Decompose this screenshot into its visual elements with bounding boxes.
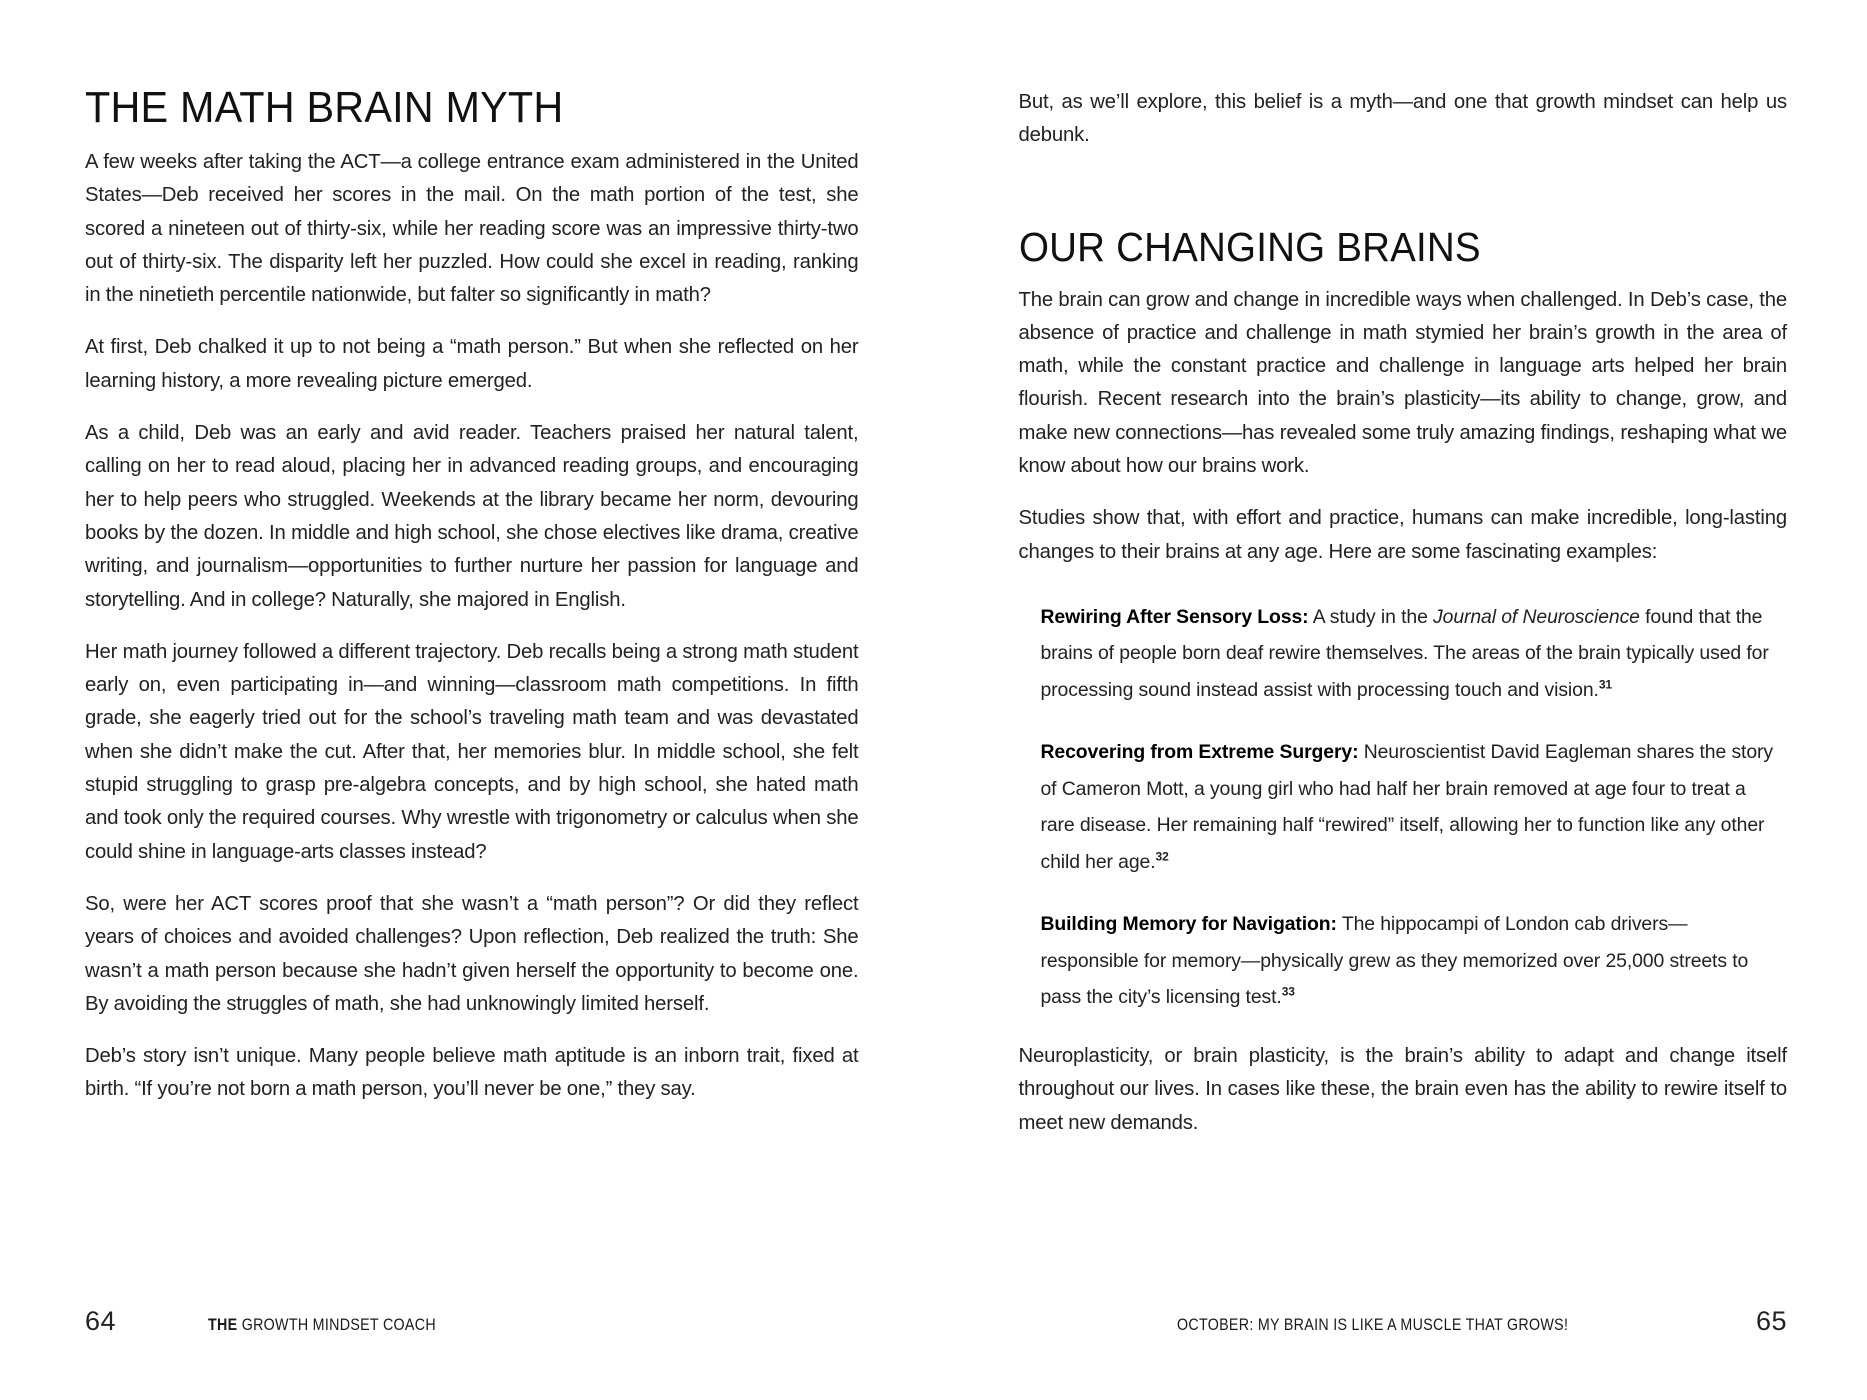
paragraph-math-journey: Her math journey followed a different trajectory. Deb recalls being a strong math student early on, even participating in—and winning—classroom math competitions. In fifth grade, she eagerly tried out for the school’s traveling math team and was devastated when she didn’t make the cut. After that, her memories blur. In middle school, she felt stupid struggling to grasp pre-algebra concepts, and by high school, she hated math and took only the required courses. Why wrestle with trigonometry or calculus when she could shine in language-arts classes instead? <box>85 640 859 863</box>
list-item-text-before: The hippocampi of London cab drivers—responsible for memory—physically grew as they memorized over 25,000 streets to pass the city’s licensing test. <box>1040 913 1749 1009</box>
paragraph-act-scores: A few weeks after taking the ACT—a college entrance exam administered in the United States—Deb received her scores in the mail. On the math portion of the test, she scored a nineteen out of thirty-six, while her reading score was an impressive thirty-two out of thirty-six. The disparity left her puzzled. How could she excel in reading, ranking in the ninetieth percentile nationwide, but falter so significantly in math? <box>85 151 859 307</box>
examples-list <box>1019 599 1788 1016</box>
right-page <box>934 0 1867 1400</box>
right-column <box>1019 86 1788 1140</box>
paragraph-neuroplasticity: Neuroplasticity, or brain plasticity, is the brain’s ability to adapt and change itself throughout our lives. In cases like these, the brain even has the ability to rewire itself to meet new demands. <box>1018 1044 1787 1134</box>
journal-title: Journal of Neuroscience <box>1433 605 1640 628</box>
page-number-left: 64 <box>85 1306 117 1336</box>
list-item-lead: Recovering from Extreme Surgery: <box>1040 741 1359 764</box>
list-item-rewiring-sensory-loss <box>1041 599 1782 709</box>
page-number-right: 65 <box>1755 1306 1787 1336</box>
list-item-text-before: Neuroscientist David Eagleman shares the story of Cameron Mott, a young girl who had half her brain removed at age four to treat a rare disease. Her remaining half “rewired” itself, allowing her to function like any other child her age. <box>1040 741 1773 873</box>
running-head-right-rest: OCTOBER: MY BRAIN IS LIKE A MUSCLE THAT GROWS! <box>1177 1316 1569 1334</box>
list-item-recovering-extreme-surgery <box>1041 734 1782 880</box>
paragraph-avid-reader: As a child, Deb was an early and avid reader. Teachers praised her natural talent, calling on her to read aloud, placing her in advanced reading groups, and encouraging her to help peers who struggled. Weekends at the library became her norm, devouring books by the dozen. In middle and high school, she chose electives like drama, creative writing, and journalism—opportunities to further nurture her passion for language and storytelling. And in college? Naturally, she majored in English. <box>85 422 859 611</box>
page-title-math-brain-myth: THE MATH BRAIN MYTH <box>85 83 564 132</box>
list-item-lead: Building Memory for Navigation: <box>1040 913 1337 936</box>
paragraph-math-person: At first, Deb chalked it up to not being a “math person.” But when she reflected on her learning history, a more revealing picture emerged. <box>85 336 859 392</box>
paragraph-inborn-trait: Deb’s story isn’t unique. Many people believe math aptitude is an inborn trait, fixed at birth. “If you’re not born a math person, you’ll never be one,” they say. <box>85 1045 859 1101</box>
page-gutter <box>933 0 934 1400</box>
paragraph-belief-myth: But, as we’ll explore, this belief is a myth—and one that growth mindset can help us debunk. <box>1018 91 1787 147</box>
page-title-our-changing-brains: OUR CHANGING BRAINS <box>1018 223 1481 270</box>
running-head-left <box>208 1316 436 1335</box>
footnote-marker-31: 31 <box>1598 677 1612 692</box>
left-page-footer <box>0 1280 934 1400</box>
paragraph-brain-grows: The brain can grow and change in incredible ways when challenged. In Deb’s case, the absence of practice and challenge in math stymied her brain’s growth in the area of math, while the constant practice and challenge in language arts helped her brain flourish. Recent research into the brain’s plasticity—its ability to change, grow, and make new connections—has revealed some truly amazing findings, reshaping what we know about how our brains work. <box>1018 288 1787 478</box>
running-head-right <box>1177 1316 1568 1335</box>
paragraph-reflection: So, were her ACT scores proof that she wasn’t a “math person”? Or did they reflect years of choices and avoided challenges? Upon reflection, Deb realized the truth: She wasn’t a math person because she hadn’t given herself the opportunity to become one. By avoiding the struggles of math, she had unknowingly limited herself. <box>85 892 859 1015</box>
list-item-text-before: A study in the <box>1308 605 1434 628</box>
list-item-building-memory-navigation <box>1041 906 1782 1016</box>
list-item-text-after: found that the brains of people born deaf rewire themselves. The areas of the brain typically used for processing sound instead assist with processing touch and vision. <box>1040 605 1769 701</box>
footnote-marker-32: 32 <box>1155 849 1169 864</box>
right-page-footer <box>934 1280 1867 1400</box>
footnote-marker-33: 33 <box>1281 985 1295 999</box>
left-column <box>85 83 859 1107</box>
paragraph-studies-show: Studies show that, with effort and practice, humans can make incredible, long-lasting changes to their brains at any age. Here are some fascinating examples: <box>1018 507 1787 563</box>
running-head-left-bold: THE <box>208 1316 238 1334</box>
running-head-left-rest: GROWTH MINDSET COACH <box>237 1316 436 1334</box>
list-item-lead: Rewiring After Sensory Loss: <box>1040 605 1309 628</box>
